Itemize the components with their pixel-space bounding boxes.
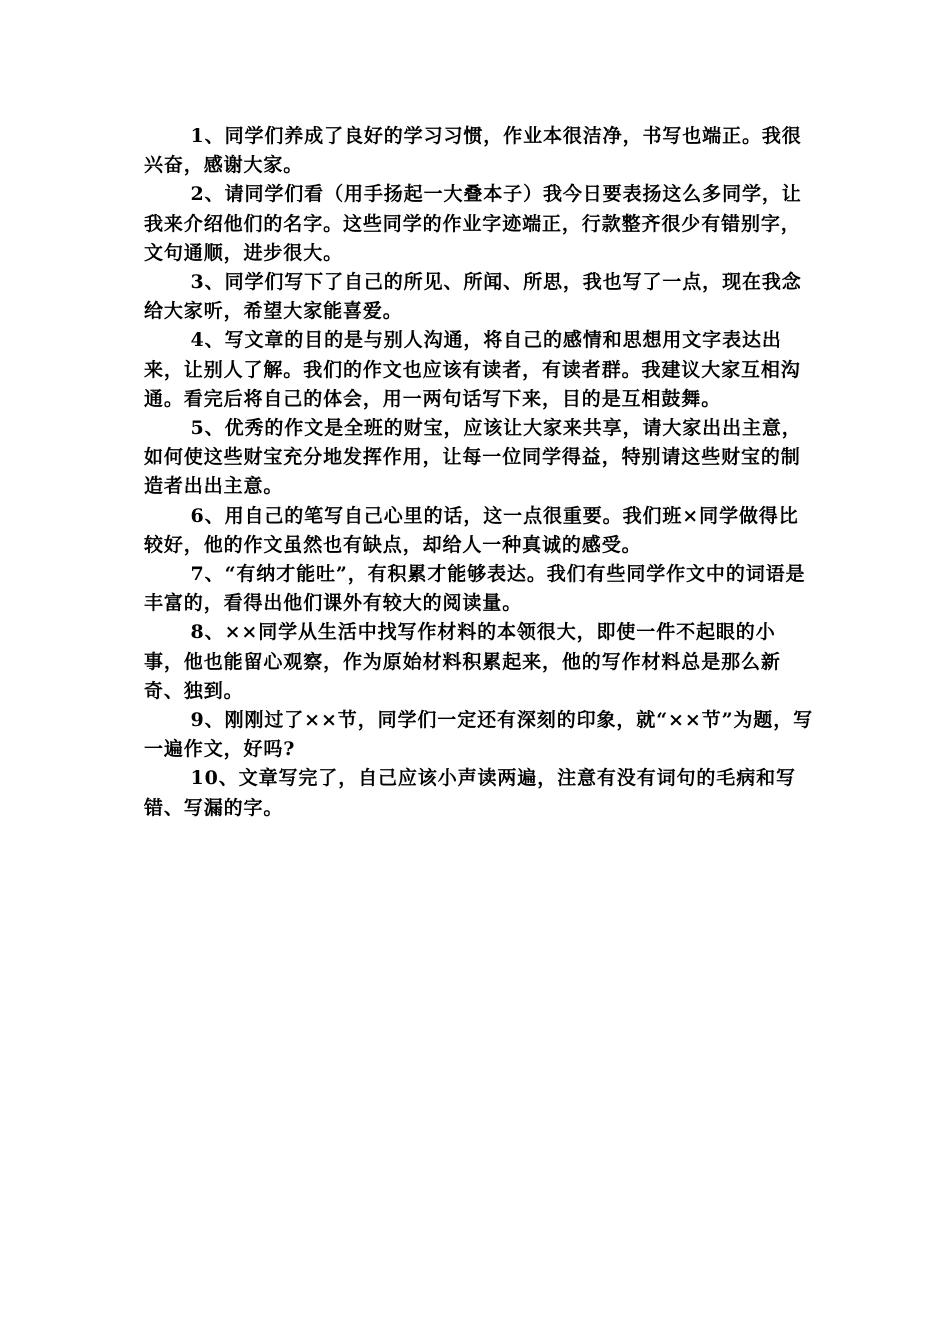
paragraph-6: 6、用自己的笔写自己心里的话，这一点很重要。我们班×同学做得比较好，他的作文虽然也有缺点，却给人一种真诚的感受。 <box>144 504 799 556</box>
paragraph-7: 7、“有纳才能吐”，有积累才能够表达。我们有些同学作文中的词语是丰富的，看得出他们课外有较大的阅读量。 <box>144 563 806 615</box>
paragraph-5: 5、优秀的作文是全班的财宝，应该让大家来共享，请大家出出主意，如何使这些财宝充分地发挥作用，让每一位同学得益，特别请这些财宝的制造者出出主意。 <box>144 417 802 498</box>
paragraph-3: 3、同学们写下了自己的所见、所闻、所思，我也写了一点，现在我念给大家听，希望大家能喜爱。 <box>144 271 802 323</box>
paragraph-2: 2、请同学们看（用手扬起一大叠本子）我今日要表扬这么多同学，让我来介绍他们的名字。这些同学的作业字迹端正，行款整齐很少有错别字，文句通顺，进步很大。 <box>144 183 802 264</box>
paragraph-9: 9、刚刚过了××节，同学们一定还有深刻的印象，就“××节”为题，写一遍作文，好吗? <box>144 709 814 761</box>
paragraph-4: 4、写文章的目的是与别人沟通，将自己的感情和思想用文字表达出来，让别人了解。我们的作文也应该有读者，有读者群。我建议大家互相沟通。看完后将自己的体会，用一两句话写下来，目的是互相鼓舞。 <box>144 329 801 410</box>
document-body <box>144 122 814 823</box>
paragraph-1: 1、同学们养成了良好的学习习惯，作业本很洁净，书写也端正。我很兴奋，感谢大家。 <box>144 125 802 177</box>
paragraph-10: 10、文章写完了，自己应该小声读两遍，注意有没有词句的毛病和写错、写漏的字。 <box>144 767 796 819</box>
paragraph-8: 8、××同学从生活中找写作材料的本领很大，即使一件不起眼的小事，他也能留心观察，作为原始材料积累起来，他的写作材料总是那么新奇、独到。 <box>144 621 781 702</box>
